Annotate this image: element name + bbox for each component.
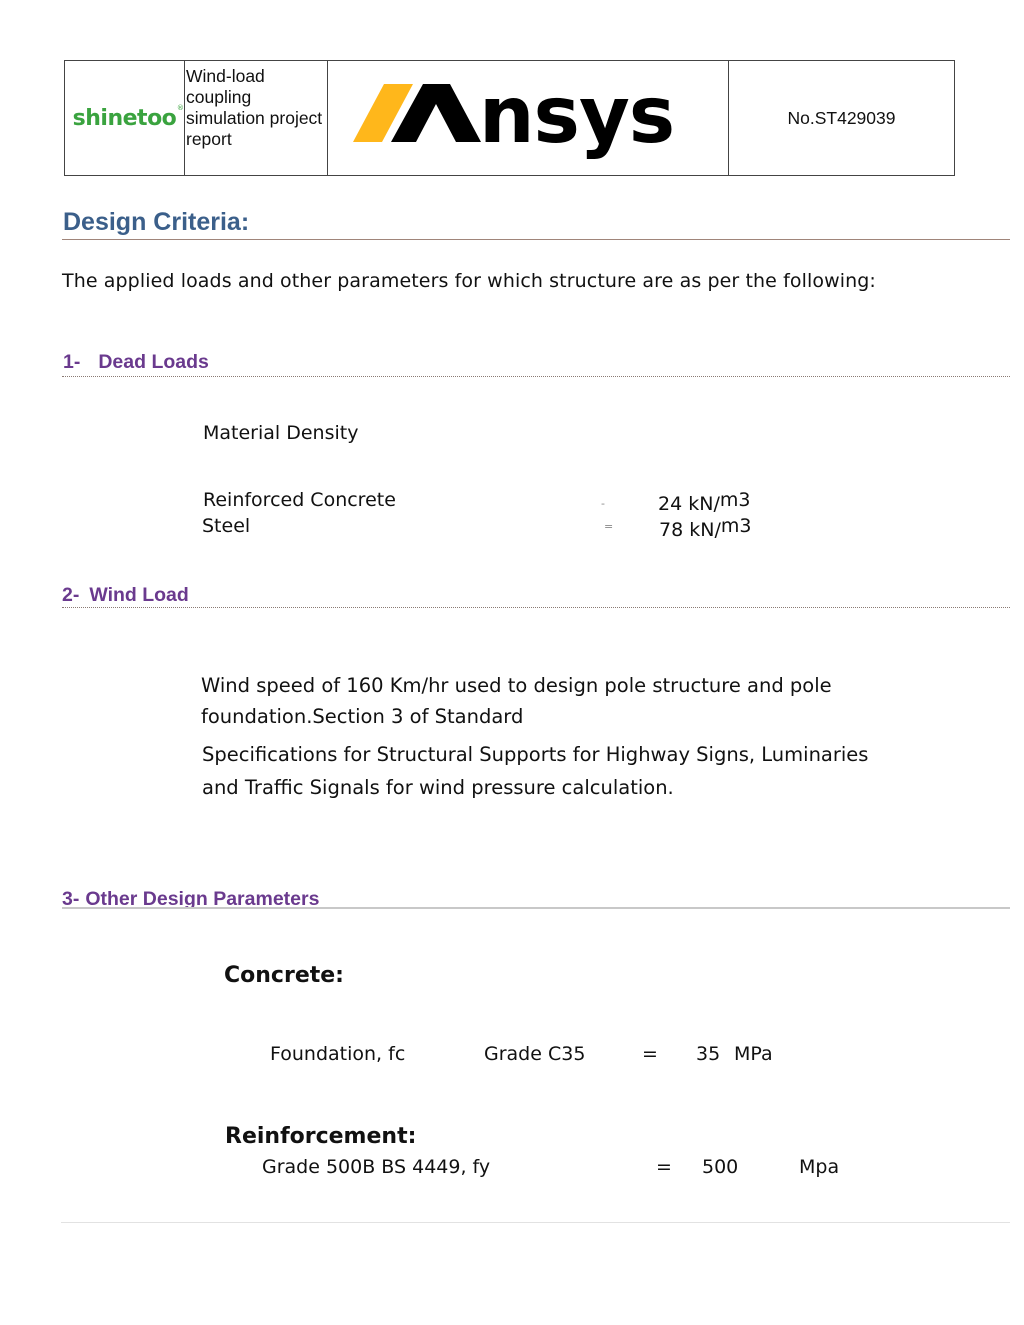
material-density-value (658, 489, 750, 515)
reinforcement-label: Grade 500B BS 4449, fy (262, 1156, 491, 1178)
section-number: 2- (62, 584, 80, 606)
paragraph-line: and Traffic Signals for wind pressure calculation. (202, 776, 674, 799)
concrete-equals: = (642, 1043, 658, 1065)
density-number: 78 (659, 519, 684, 541)
report-header-table (64, 60, 955, 176)
material-separator: = (604, 520, 614, 533)
material-separator: - (601, 497, 605, 510)
wind-load-standard-paragraph (202, 738, 902, 804)
ansys-logo (353, 70, 703, 166)
concrete-grade: Grade C35 (484, 1043, 586, 1065)
document-number: No.ST429039 (787, 107, 896, 128)
material-name: Steel (202, 515, 251, 537)
footer-divider (61, 1222, 1010, 1223)
shinetoo-logo-text: shinetoo (72, 105, 177, 131)
density-number: 24 (658, 493, 683, 515)
report-title-line: report (186, 129, 232, 149)
section-title: Wind Load (89, 584, 189, 606)
shinetoo-logo (72, 103, 184, 131)
ansys-logo-cell (328, 61, 729, 175)
reinforcement-equals: = (656, 1156, 672, 1178)
report-title-line: simulation project (186, 108, 323, 128)
paragraph-line: foundation.Section 3 of Standard (201, 705, 524, 728)
section-title: Dead Loads (98, 351, 209, 373)
reinforcement-heading: Reinforcement: (225, 1124, 417, 1149)
reinforcement-unit: Mpa (799, 1156, 840, 1178)
section-divider (62, 376, 1010, 377)
concrete-value: 35 (696, 1043, 721, 1065)
density-unit-exponent: m3 (719, 489, 751, 511)
section-number: 3- (62, 888, 80, 910)
density-unit: kN/ (689, 519, 721, 541)
reinforcement-value: 500 (702, 1156, 739, 1178)
title-divider (62, 239, 1010, 240)
concrete-heading: Concrete: (224, 963, 344, 988)
paragraph-line: Wind speed of 160 Km/hr used to design pole structure and pole (201, 674, 832, 697)
density-unit-exponent: m3 (720, 515, 752, 537)
concrete-label: Foundation, fc (270, 1043, 406, 1065)
section-divider (62, 607, 1010, 608)
document-number-cell (729, 61, 954, 175)
section-heading-dead-loads (63, 351, 209, 374)
section-title: Other Design Parameters (85, 888, 320, 910)
intro-text: The applied loads and other parameters for which structure are as per the following: (62, 270, 876, 292)
material-density-value (659, 515, 751, 541)
paragraph-line: Specifications for Structural Supports for Highway Signs, Luminaries (202, 743, 869, 766)
report-title-line: coupling (186, 87, 252, 107)
ansys-logo-wordmark: nsys (479, 71, 675, 161)
density-unit: kN/ (688, 493, 720, 515)
page-title: Design Criteria: (63, 208, 250, 236)
report-title-cell (185, 61, 328, 175)
wind-load-paragraph (201, 670, 901, 732)
section-number: 1- (63, 351, 81, 373)
registered-mark: ® (176, 103, 184, 112)
concrete-unit: MPa (734, 1043, 773, 1065)
section-heading-wind-load (62, 584, 189, 607)
material-density-label: Material Density (203, 422, 359, 444)
section-divider (62, 907, 1010, 909)
report-title-line: Wind-load (186, 66, 265, 86)
company-logo-cell (65, 61, 185, 175)
material-name: Reinforced Concrete (203, 489, 396, 511)
